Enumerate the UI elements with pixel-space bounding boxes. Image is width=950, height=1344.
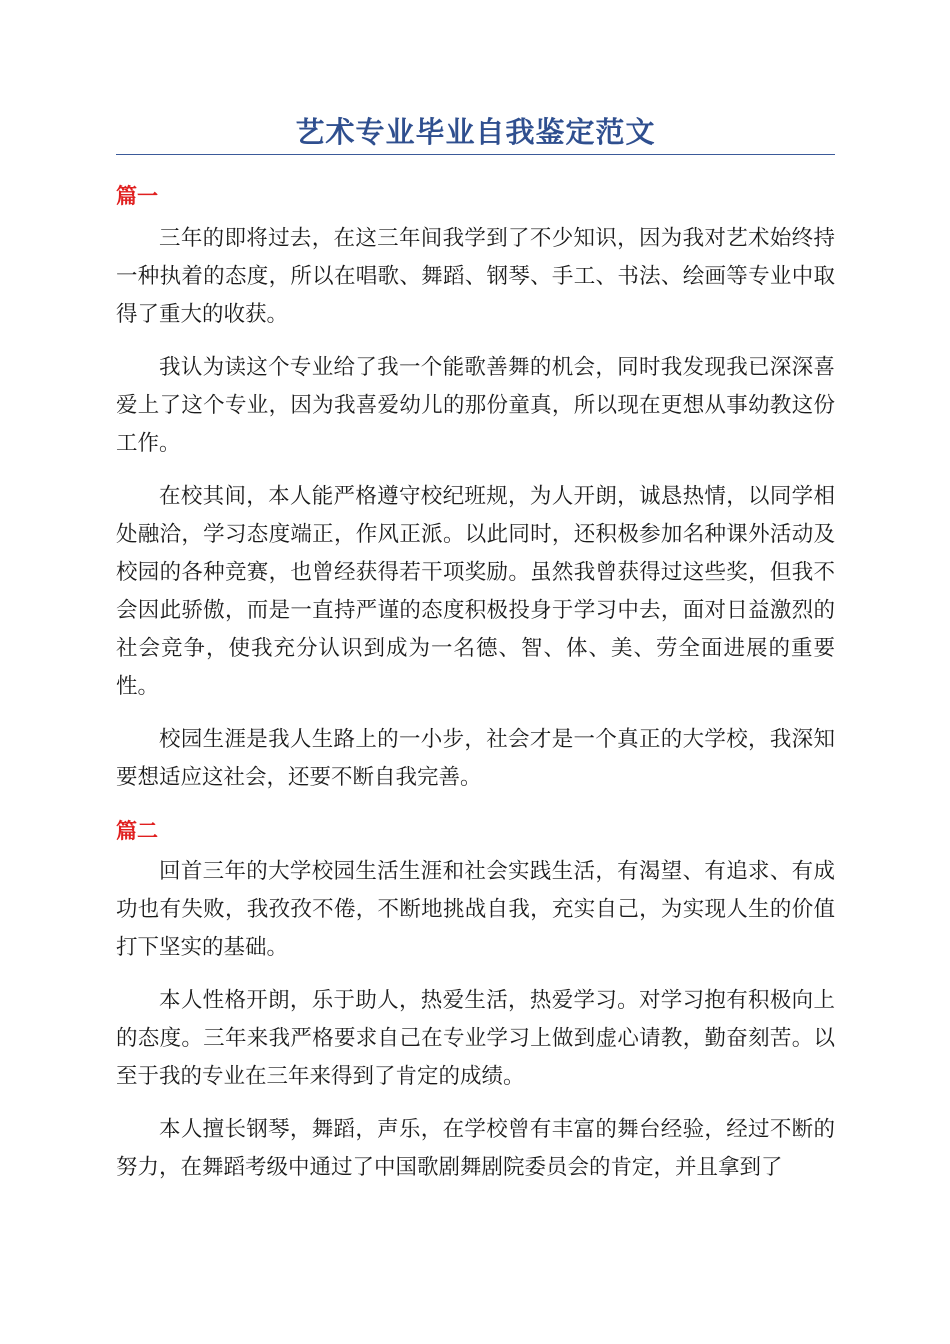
section-2 <box>116 816 835 1187</box>
paragraph: 本人性格开朗，乐于助人，热爱生活，热爱学习。对学习抱有积极向上的态度。三年来我严格要求自己在专业学习上做到虚心请教，勤奋刻苦。以至于我的专业在三年来得到了肯定的成绩。 <box>116 988 835 1089</box>
title-underline <box>116 154 835 155</box>
section-1 <box>116 181 835 797</box>
paragraph: 三年的即将过去，在这三年间我学到了不少知识，因为我对艺术始终持一种执着的态度，所以在唱歌、舞蹈、钢琴、手工、书法、绘画等专业中取得了重大的收获。 <box>116 226 835 327</box>
section-heading: 篇二 <box>116 819 158 843</box>
document-title: 艺术专业毕业自我鉴定范文 <box>295 115 656 149</box>
section-heading: 篇一 <box>116 184 158 208</box>
paragraph: 校园生涯是我人生路上的一小步，社会才是一个真正的大学校，我深知要想适应这社会，还要不断自我完善。 <box>116 727 835 790</box>
paragraph: 在校其间，本人能严格遵守校纪班规，为人开朗，诚恳热情，以同学相处融洽，学习态度端正，作风正派。以此同时，还积极参加名种课外活动及校园的各种竞赛，也曾经获得若干项奖励。虽然我曾获得过这些奖，但我不会因此骄傲，而是一直持严谨的态度积极投身于学习中去，面对日益激烈的社会竞争，使我充分认识到成为一名德、智、体、美、劳全面进展的重要性。 <box>116 484 835 699</box>
document-page <box>116 112 835 1187</box>
paragraph: 本人擅长钢琴，舞蹈，声乐，在学校曾有丰富的舞台经验，经过不断的努力，在舞蹈考级中通过了中国歌剧舞剧院委员会的肯定，并且拿到了 <box>116 1117 835 1180</box>
paragraph: 我认为读这个专业给了我一个能歌善舞的机会，同时我发现我已深深喜爱上了这个专业，因为我喜爱幼儿的那份童真，所以现在更想从事幼教这份工作。 <box>116 355 835 456</box>
paragraph: 回首三年的大学校园生活生涯和社会实践生活，有渴望、有追求、有成功也有失败，我孜孜不倦，不断地挑战自我，充实自己，为实现人生的价值打下坚实的基础。 <box>116 859 835 960</box>
